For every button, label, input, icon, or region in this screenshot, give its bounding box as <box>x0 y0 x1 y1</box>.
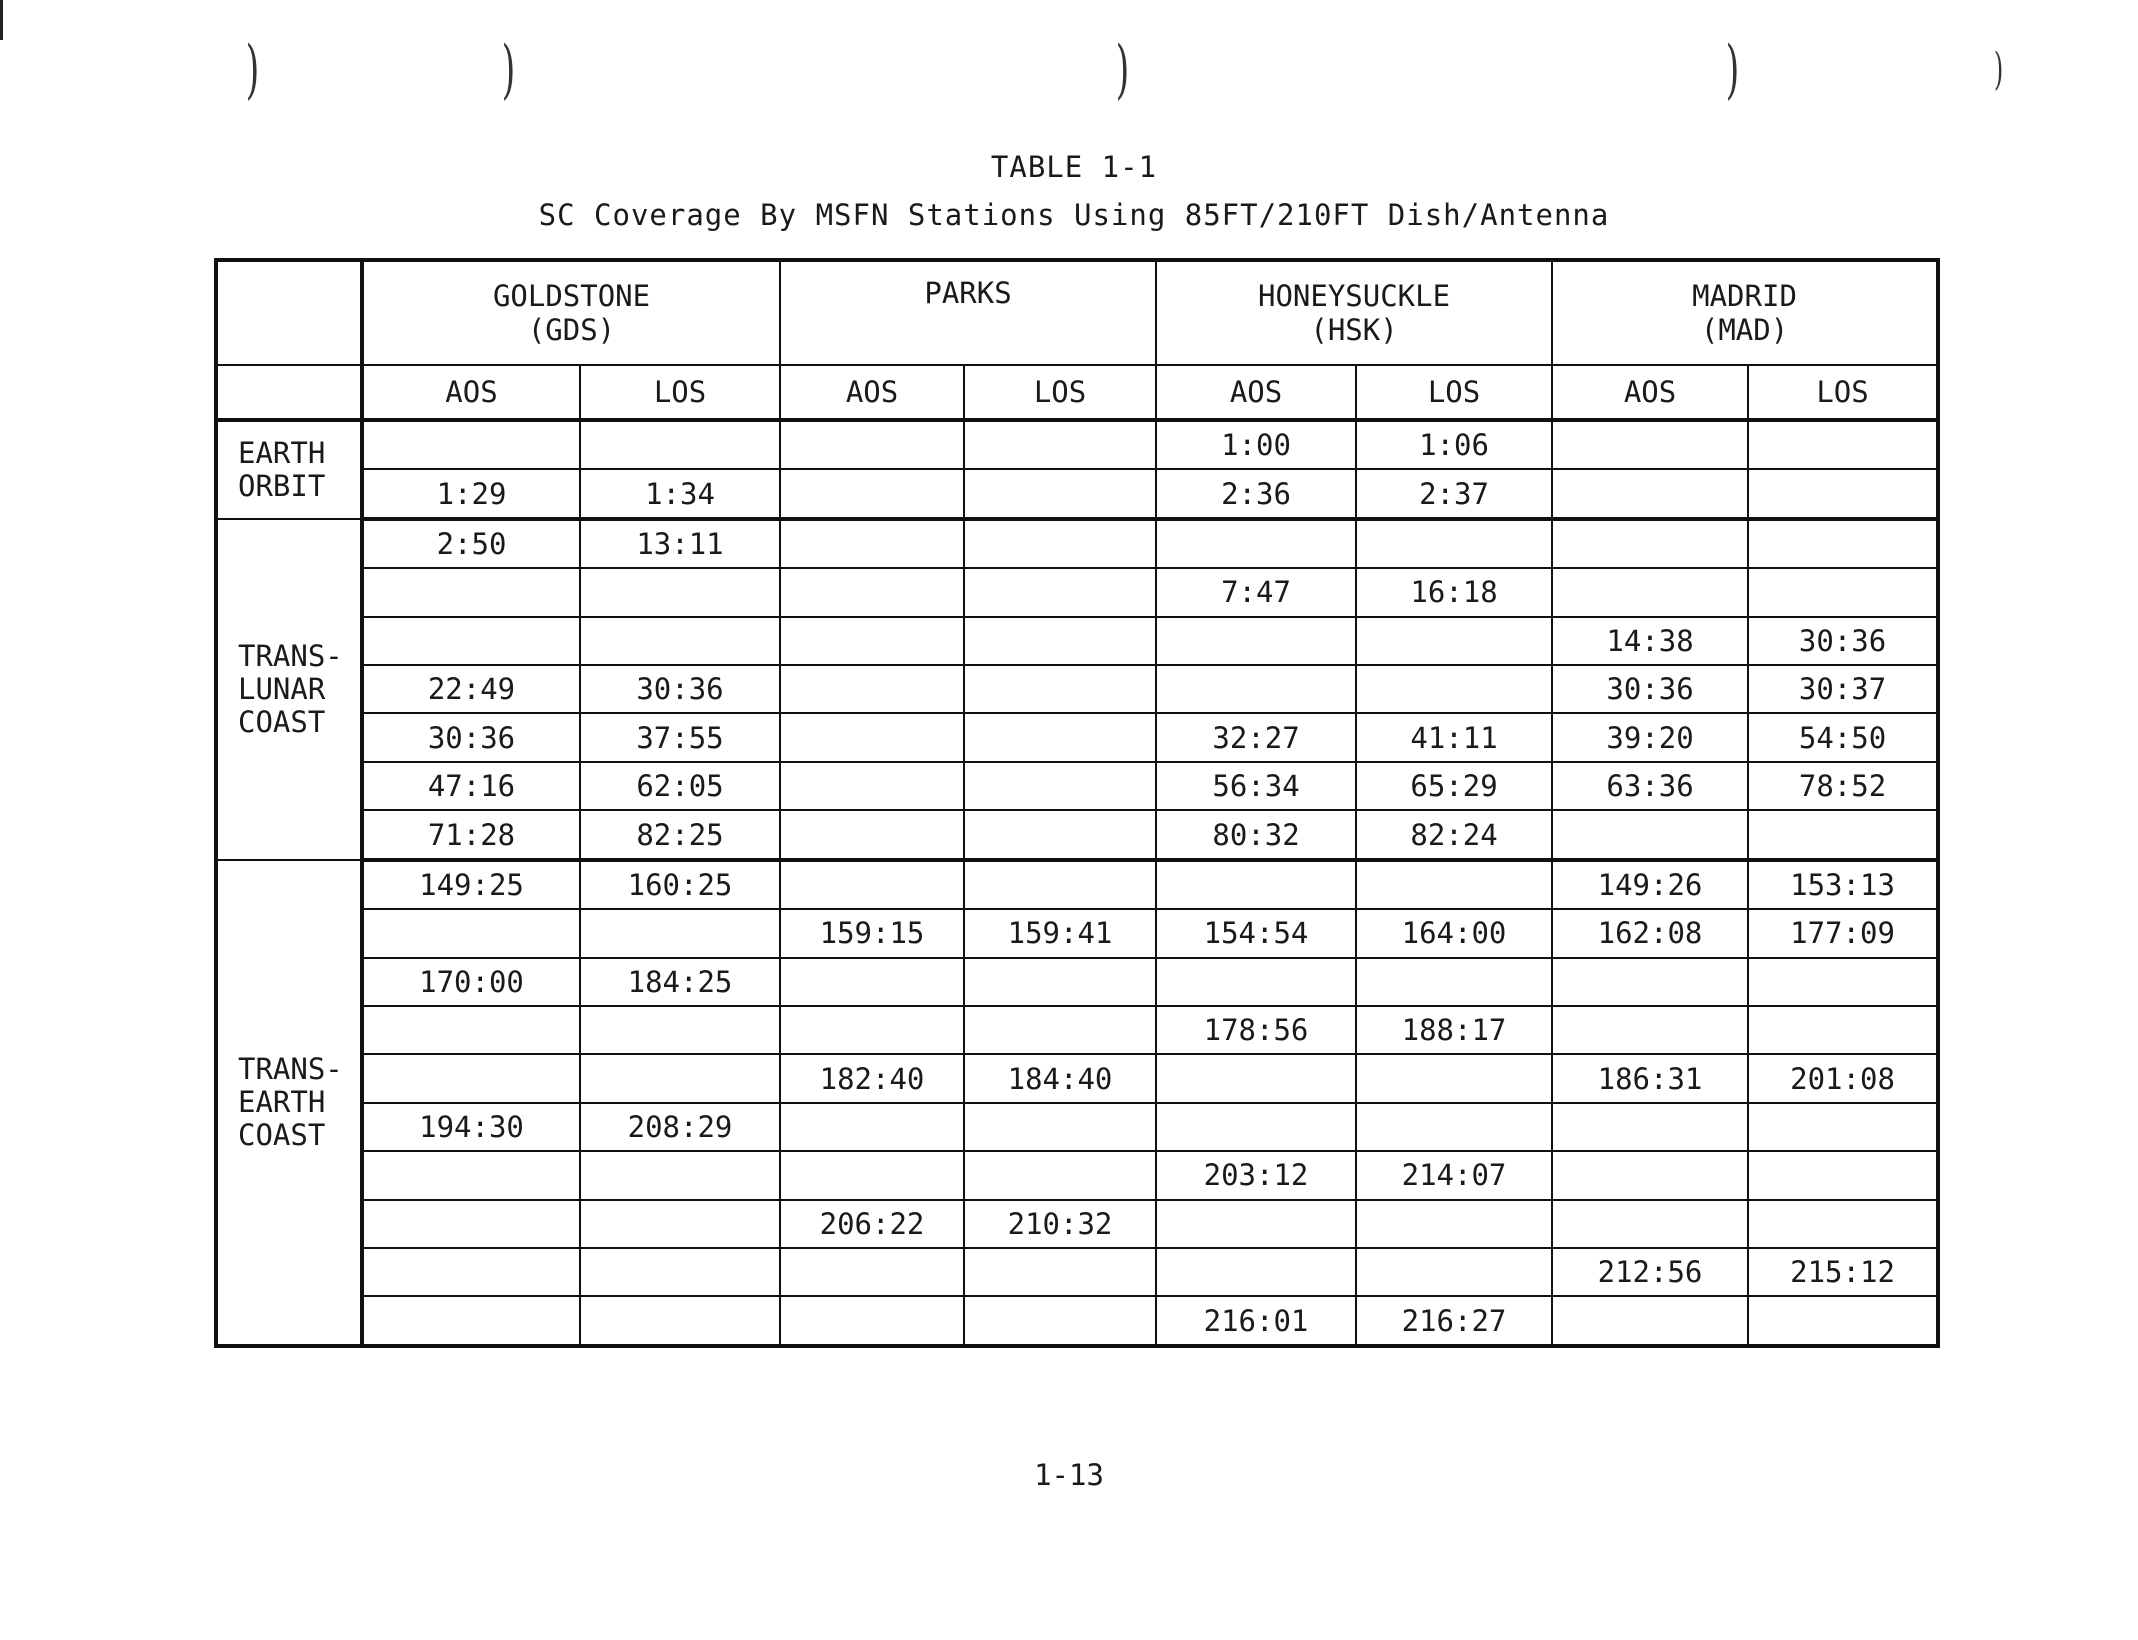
aos-time-cell <box>1156 1103 1356 1151</box>
los-time-cell <box>580 909 780 957</box>
los-time-cell: 41:11 <box>1356 713 1552 761</box>
aos-time-cell <box>1156 1054 1356 1102</box>
aos-time-cell: 2:36 <box>1156 469 1356 518</box>
los-time-cell <box>964 420 1156 469</box>
aos-time-cell: 178:56 <box>1156 1006 1356 1054</box>
los-time-cell <box>1356 958 1552 1006</box>
los-time-cell <box>1356 1103 1552 1151</box>
los-time-cell <box>1748 420 1938 469</box>
los-time-cell: 13:11 <box>580 519 780 568</box>
aos-time-cell: 47:16 <box>362 762 580 810</box>
aos-time-cell <box>362 1200 580 1248</box>
los-time-cell <box>1356 519 1552 568</box>
aos-time-cell: 30:36 <box>1552 665 1748 713</box>
mission-phase-label: TRANS- EARTH COAST <box>216 860 362 1346</box>
aos-time-cell <box>780 1151 964 1199</box>
hole-punch-mark: ) <box>501 33 516 107</box>
aos-time-cell <box>1156 519 1356 568</box>
aos-header: AOS <box>1156 365 1356 420</box>
los-header: LOS <box>964 365 1156 420</box>
hole-punch-mark: ) <box>1993 44 2004 95</box>
los-header: LOS <box>1748 365 1938 420</box>
table-number: TABLE 1-1 <box>990 150 1158 184</box>
los-time-cell <box>580 1151 780 1199</box>
aos-time-cell: 186:31 <box>1552 1054 1748 1102</box>
aos-los-header-row <box>216 365 1938 420</box>
los-time-cell <box>1748 1006 1938 1054</box>
los-time-cell <box>1748 1151 1938 1199</box>
corner-cell <box>216 260 362 365</box>
los-time-cell <box>580 617 780 665</box>
aos-time-cell <box>780 665 964 713</box>
hole-punch-mark: ) <box>1725 33 1740 107</box>
table-row <box>216 713 1938 761</box>
aos-time-cell: 80:32 <box>1156 810 1356 859</box>
los-time-cell <box>1356 665 1552 713</box>
aos-time-cell <box>1156 617 1356 665</box>
los-time-cell: 210:32 <box>964 1200 1156 1248</box>
los-time-cell <box>964 860 1156 909</box>
los-time-cell <box>580 1006 780 1054</box>
aos-time-cell: 149:26 <box>1552 860 1748 909</box>
los-time-cell <box>964 713 1156 761</box>
aos-time-cell <box>780 713 964 761</box>
aos-time-cell <box>780 762 964 810</box>
aos-time-cell: 212:56 <box>1552 1248 1748 1296</box>
los-time-cell <box>964 1296 1156 1346</box>
los-time-cell: 164:00 <box>1356 909 1552 957</box>
aos-time-cell <box>1552 1103 1748 1151</box>
los-time-cell: 30:36 <box>580 665 780 713</box>
los-time-cell: 30:37 <box>1748 665 1938 713</box>
aos-time-cell <box>780 420 964 469</box>
aos-time-cell <box>1552 810 1748 859</box>
aos-header: AOS <box>780 365 964 420</box>
los-time-cell <box>964 665 1156 713</box>
aos-time-cell: 194:30 <box>362 1103 580 1151</box>
aos-time-cell <box>780 958 964 1006</box>
los-time-cell: 30:36 <box>1748 617 1938 665</box>
aos-time-cell <box>362 1054 580 1102</box>
los-time-cell: 82:24 <box>1356 810 1552 859</box>
station-name: GOLDSTONE <box>492 279 651 313</box>
los-time-cell <box>964 469 1156 518</box>
aos-time-cell: 216:01 <box>1156 1296 1356 1346</box>
table-caption <box>0 150 2138 232</box>
aos-time-cell <box>780 1103 964 1151</box>
los-time-cell: 184:25 <box>580 958 780 1006</box>
table-row <box>216 1200 1938 1248</box>
table-row <box>216 420 1938 469</box>
los-time-cell <box>964 617 1156 665</box>
aos-time-cell <box>362 1296 580 1346</box>
table-row <box>216 617 1938 665</box>
los-time-cell <box>1748 568 1938 616</box>
los-time-cell: 214:07 <box>1356 1151 1552 1199</box>
los-time-cell <box>1748 810 1938 859</box>
aos-time-cell <box>1552 1200 1748 1248</box>
aos-time-cell: 2:50 <box>362 519 580 568</box>
los-time-cell <box>1748 958 1938 1006</box>
aos-time-cell: 14:38 <box>1552 617 1748 665</box>
los-time-cell <box>964 1248 1156 1296</box>
aos-time-cell <box>1552 469 1748 518</box>
los-time-cell: 208:29 <box>580 1103 780 1151</box>
aos-time-cell <box>1156 958 1356 1006</box>
los-time-cell: 62:05 <box>580 762 780 810</box>
station-header-goldstone <box>362 260 780 365</box>
los-time-cell: 216:27 <box>1356 1296 1552 1346</box>
hole-punch-mark: ) <box>245 33 260 107</box>
aos-time-cell <box>1552 519 1748 568</box>
los-time-cell: 184:40 <box>964 1054 1156 1102</box>
los-time-cell: 160:25 <box>580 860 780 909</box>
aos-time-cell <box>780 568 964 616</box>
los-time-cell: 159:41 <box>964 909 1156 957</box>
table-row <box>216 1006 1938 1054</box>
los-time-cell: 2:37 <box>1356 469 1552 518</box>
table-row <box>216 1103 1938 1151</box>
aos-time-cell <box>362 568 580 616</box>
aos-time-cell: 1:00 <box>1156 420 1356 469</box>
aos-time-cell <box>780 810 964 859</box>
los-time-cell <box>964 568 1156 616</box>
aos-time-cell <box>780 1296 964 1346</box>
aos-time-cell: 32:27 <box>1156 713 1356 761</box>
los-time-cell <box>580 568 780 616</box>
aos-time-cell <box>1552 568 1748 616</box>
aos-time-cell: 159:15 <box>780 909 964 957</box>
aos-time-cell: 71:28 <box>362 810 580 859</box>
los-time-cell <box>580 420 780 469</box>
table-row <box>216 1054 1938 1102</box>
los-time-cell <box>964 762 1156 810</box>
table-row <box>216 810 1938 859</box>
aos-time-cell <box>362 420 580 469</box>
table-row <box>216 860 1938 909</box>
los-time-cell <box>1356 1054 1552 1102</box>
aos-time-cell <box>780 860 964 909</box>
los-time-cell: 1:34 <box>580 469 780 518</box>
table-row <box>216 762 1938 810</box>
station-code: (HSK) <box>1310 313 1398 347</box>
aos-time-cell <box>780 469 964 518</box>
station-code: (MAD) <box>1700 313 1789 347</box>
aos-time-cell <box>362 617 580 665</box>
table-row <box>216 1296 1938 1346</box>
station-header-parks <box>780 260 1156 365</box>
table-row <box>216 958 1938 1006</box>
los-time-cell <box>964 958 1156 1006</box>
station-header-honeysuckle <box>1156 260 1552 365</box>
hole-punch-mark: ) <box>1115 33 1130 107</box>
los-time-cell <box>964 1006 1156 1054</box>
aos-time-cell <box>1552 1151 1748 1199</box>
aos-time-cell <box>780 1248 964 1296</box>
los-time-cell <box>1356 617 1552 665</box>
los-time-cell: 215:12 <box>1748 1248 1938 1296</box>
aos-time-cell <box>362 1006 580 1054</box>
aos-time-cell: 56:34 <box>1156 762 1356 810</box>
aos-time-cell: 149:25 <box>362 860 580 909</box>
los-time-cell: 82:25 <box>580 810 780 859</box>
los-time-cell: 78:52 <box>1748 762 1938 810</box>
los-time-cell <box>1748 1103 1938 1151</box>
los-time-cell <box>1748 1200 1938 1248</box>
aos-time-cell <box>1552 1296 1748 1346</box>
table-row <box>216 469 1938 518</box>
aos-time-cell: 206:22 <box>780 1200 964 1248</box>
station-name: HONEYSUCKLE <box>1257 279 1451 313</box>
los-time-cell <box>1356 1200 1552 1248</box>
los-time-cell <box>964 1103 1156 1151</box>
aos-time-cell <box>780 617 964 665</box>
aos-time-cell: 63:36 <box>1552 762 1748 810</box>
aos-time-cell <box>1156 665 1356 713</box>
aos-time-cell <box>1156 860 1356 909</box>
aos-time-cell: 22:49 <box>362 665 580 713</box>
los-time-cell <box>1748 469 1938 518</box>
aos-time-cell: 203:12 <box>1156 1151 1356 1199</box>
los-time-cell <box>1748 519 1938 568</box>
table-row <box>216 909 1938 957</box>
aos-time-cell <box>362 1151 580 1199</box>
los-time-cell: 201:08 <box>1748 1054 1938 1102</box>
los-time-cell: 37:55 <box>580 713 780 761</box>
aos-time-cell: 30:36 <box>362 713 580 761</box>
station-name: PARKS <box>924 276 1012 310</box>
table-row <box>216 1248 1938 1296</box>
aos-time-cell <box>362 1248 580 1296</box>
los-time-cell: 16:18 <box>1356 568 1552 616</box>
los-time-cell: 177:09 <box>1748 909 1938 957</box>
los-time-cell <box>1356 1248 1552 1296</box>
coverage-table-body <box>216 420 1938 1346</box>
los-time-cell: 65:29 <box>1356 762 1552 810</box>
aos-time-cell <box>362 909 580 957</box>
coverage-table <box>214 258 1940 1348</box>
aos-time-cell: 182:40 <box>780 1054 964 1102</box>
scan-edge-mark <box>0 0 3 40</box>
los-time-cell <box>580 1054 780 1102</box>
aos-time-cell <box>1552 1006 1748 1054</box>
los-time-cell: 1:06 <box>1356 420 1552 469</box>
station-name: MADRID <box>1692 279 1797 313</box>
mission-phase-label: TRANS- LUNAR COAST <box>216 519 362 860</box>
aos-time-cell <box>1552 420 1748 469</box>
mission-phase-label: EARTH ORBIT <box>216 420 362 519</box>
los-time-cell <box>1356 860 1552 909</box>
los-time-cell: 188:17 <box>1356 1006 1552 1054</box>
station-header-madrid <box>1552 260 1938 365</box>
los-time-cell <box>1748 1296 1938 1346</box>
los-time-cell <box>964 1151 1156 1199</box>
table-subtitle: SC Coverage By MSFN Stations Using 85FT/210FT Dish/Antenna <box>538 198 1610 232</box>
aos-time-cell: 1:29 <box>362 469 580 518</box>
aos-time-cell: 7:47 <box>1156 568 1356 616</box>
aos-header: AOS <box>362 365 580 420</box>
table-row <box>216 1151 1938 1199</box>
aos-time-cell <box>780 1006 964 1054</box>
aos-time-cell: 170:00 <box>362 958 580 1006</box>
aos-time-cell <box>1156 1248 1356 1296</box>
los-header: LOS <box>580 365 780 420</box>
aos-time-cell: 154:54 <box>1156 909 1356 957</box>
los-time-cell <box>964 810 1156 859</box>
aos-time-cell <box>780 519 964 568</box>
los-time-cell: 153:13 <box>1748 860 1938 909</box>
station-header-row <box>216 260 1938 365</box>
los-time-cell <box>964 519 1156 568</box>
los-header: LOS <box>1356 365 1552 420</box>
aos-time-cell <box>1552 958 1748 1006</box>
aos-time-cell <box>1156 1200 1356 1248</box>
table-row <box>216 568 1938 616</box>
los-time-cell <box>580 1200 780 1248</box>
page-number: 1-13 <box>1034 1458 1104 1492</box>
aos-header: AOS <box>1552 365 1748 420</box>
aos-time-cell: 39:20 <box>1552 713 1748 761</box>
aos-time-cell: 162:08 <box>1552 909 1748 957</box>
station-code: (GDS) <box>527 313 616 347</box>
los-time-cell <box>580 1296 780 1346</box>
table-row <box>216 665 1938 713</box>
corner-cell <box>216 365 362 420</box>
los-time-cell: 54:50 <box>1748 713 1938 761</box>
table-row <box>216 519 1938 568</box>
los-time-cell <box>580 1248 780 1296</box>
